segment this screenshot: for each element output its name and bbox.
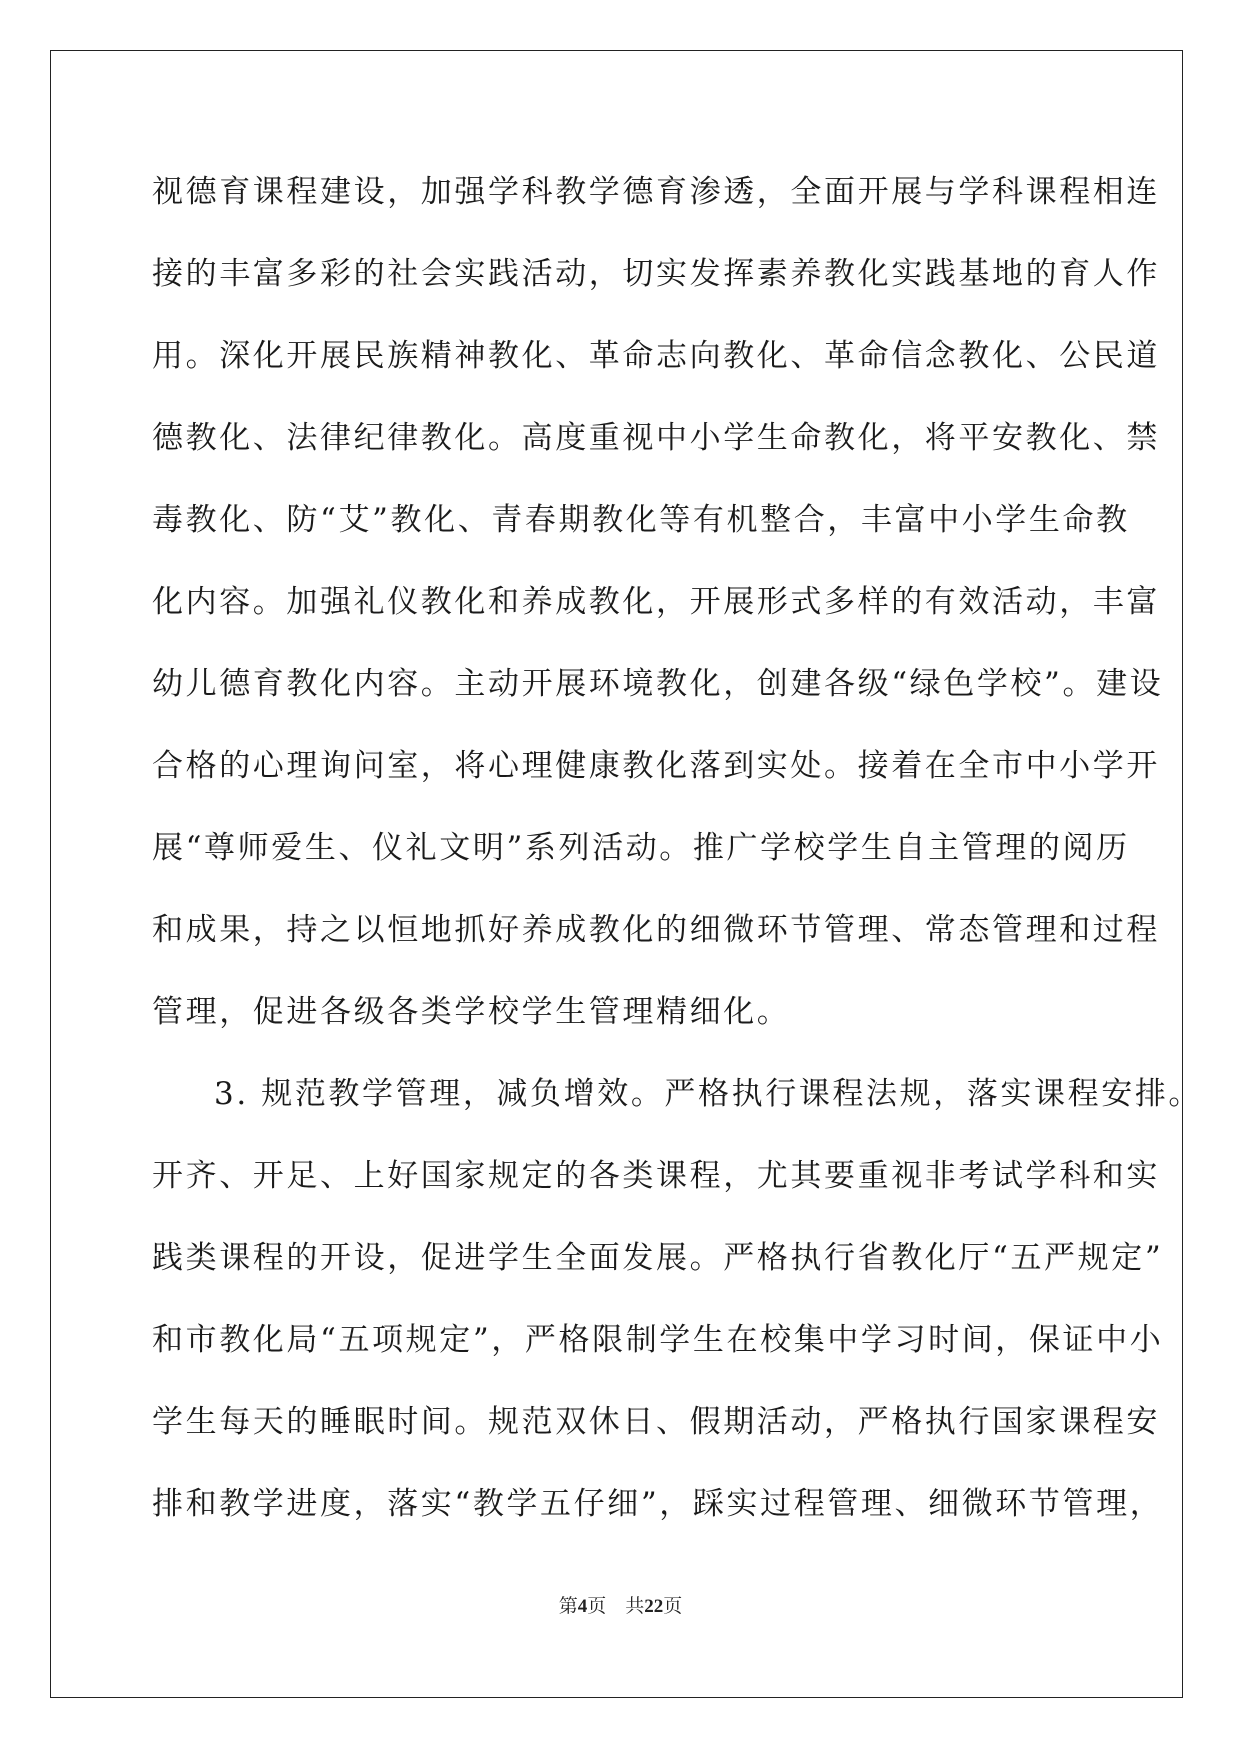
text-line: 开齐、开足、上好国家规定的各类课程，尤其要重视非考试学科和实 bbox=[152, 1158, 1160, 1194]
text-line: 化内容。加强礼仪教化和养成教化，开展形式多样的有效活动，丰富 bbox=[152, 584, 1160, 620]
text-line: 视德育课程建设，加强学科教学德育渗透，全面开展与学科课程相连 bbox=[152, 174, 1160, 210]
footer-page-suffix: 页 bbox=[587, 1596, 607, 1617]
total-page-count: 22 bbox=[644, 1596, 664, 1617]
text-line: 和市教化局“五项规定”，严格限制学生在校集中学习时间，保证中小 bbox=[152, 1322, 1164, 1358]
text-line: 展“尊师爱生、仪礼文明”系列活动。推广学校学生自主管理的阅历 bbox=[152, 830, 1130, 866]
text-line: 合格的心理询问室，将心理健康教化落到实处。接着在全市中小学开 bbox=[152, 748, 1160, 784]
paragraph-start-line: 3. 规范教学管理，减负增效。严格执行课程法规，落实课程安排。 bbox=[214, 1076, 1203, 1112]
footer-total-suffix: 页 bbox=[663, 1596, 683, 1617]
text-line: 德教化、法律纪律教化。高度重视中小学生命教化，将平安教化、禁 bbox=[152, 420, 1160, 456]
footer-prefix: 第 bbox=[558, 1596, 578, 1617]
document-body bbox=[152, 162, 1203, 1556]
text-line: 接的丰富多彩的社会实践活动，切实发挥素养教化实践基地的育人作 bbox=[152, 256, 1160, 292]
text-line: 管理，促进各级各类学校学生管理精细化。 bbox=[152, 994, 791, 1030]
text-line: 用。深化开展民族精神教化、革命志向教化、革命信念教化、公民道 bbox=[152, 338, 1160, 374]
text-line: 学生每天的睡眠时间。规范双休日、假期活动，严格执行国家课程安 bbox=[152, 1404, 1160, 1440]
text-line: 践类课程的开设，促进学生全面发展。严格执行省教化厅“五严规定” bbox=[152, 1240, 1164, 1276]
text-line: 排和教学进度，落实“教学五仔细”，踩实过程管理、细微环节管理， bbox=[152, 1486, 1164, 1522]
current-page-number: 4 bbox=[577, 1596, 588, 1617]
text-line: 和成果，持之以恒地抓好养成教化的细微环节管理、常态管理和过程 bbox=[152, 912, 1160, 948]
text-line: 毒教化、防“艾”教化、青春期教化等有机整合，丰富中小学生命教 bbox=[152, 502, 1130, 538]
page-footer bbox=[0, 1595, 1241, 1619]
text-line: 幼儿德育教化内容。主动开展环境教化，创建各级“绿色学校”。建设 bbox=[152, 666, 1164, 702]
footer-total-prefix: 共 bbox=[625, 1596, 645, 1617]
